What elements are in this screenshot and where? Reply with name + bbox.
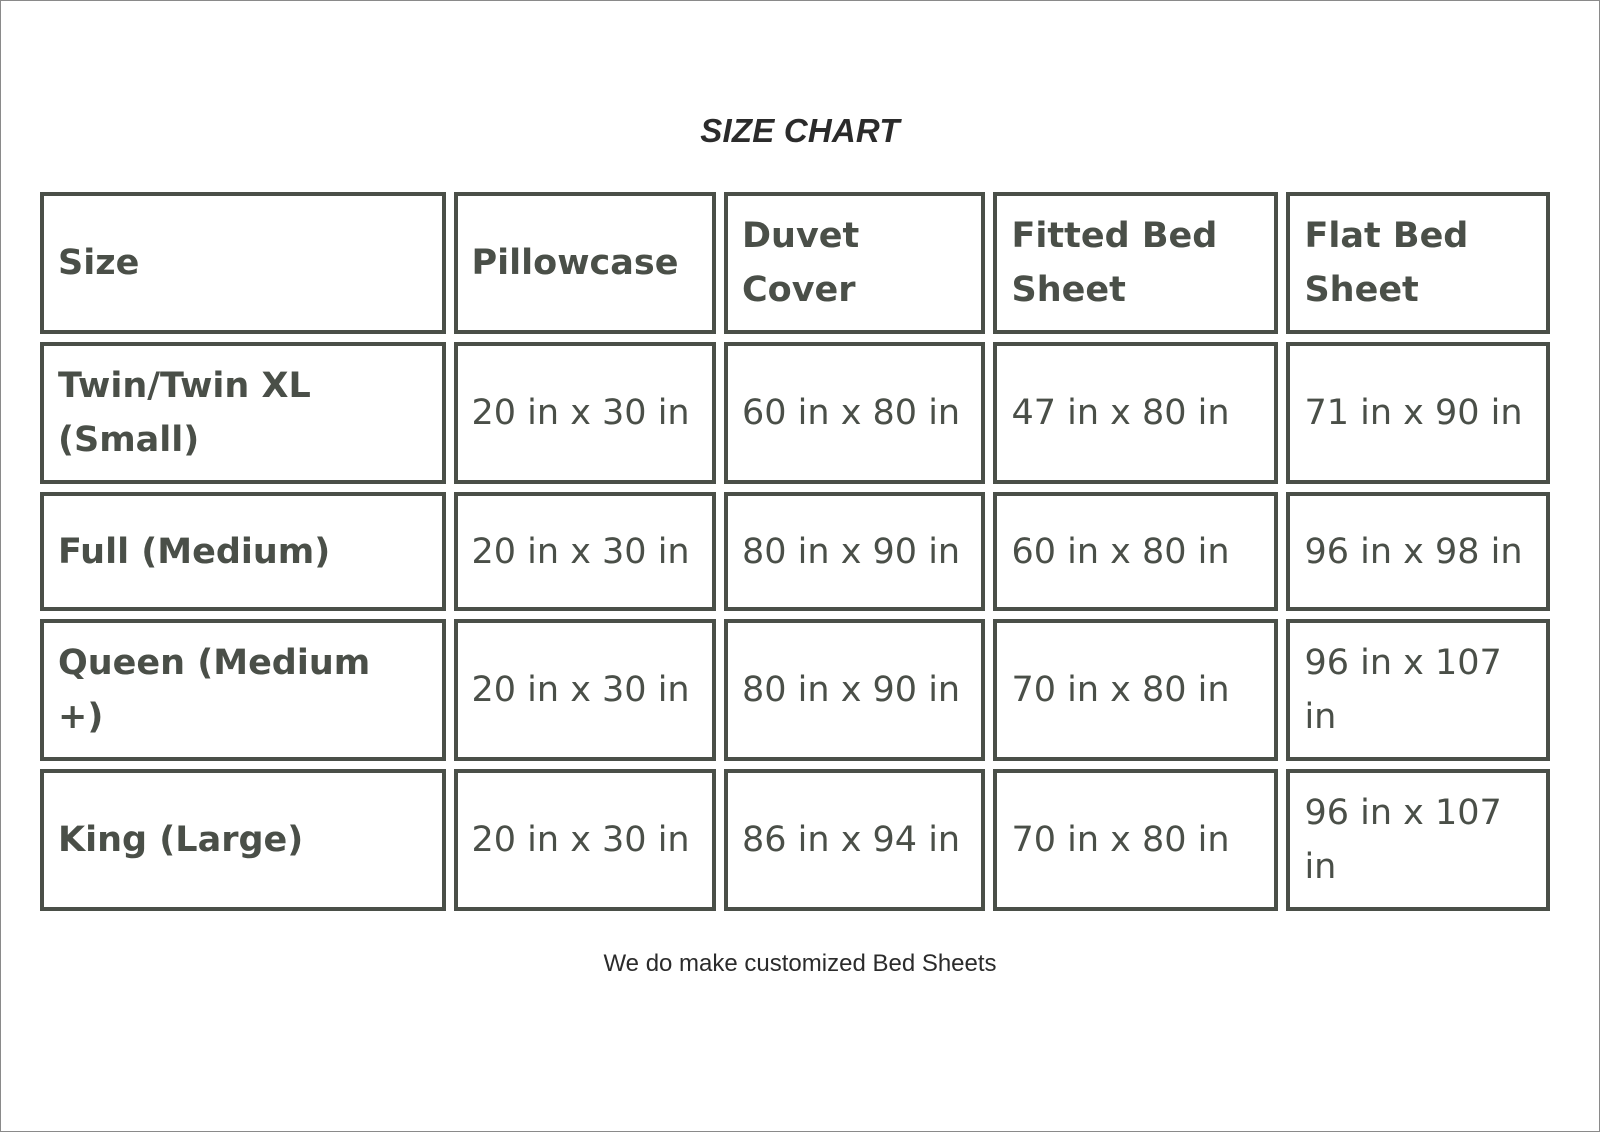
header-pillowcase: Pillowcase <box>454 192 717 334</box>
size-cell: Twin/Twin XL (Small) <box>40 342 446 484</box>
size-chart-table <box>32 184 1558 919</box>
fitted-sheet-cell: 60 in x 80 in <box>993 492 1278 611</box>
header-flat-bed-sheet: Flat Bed Sheet <box>1286 192 1550 334</box>
flat-sheet-cell: 96 in x 107 in <box>1286 619 1550 761</box>
duvet-cover-cell: 86 in x 94 in <box>724 769 985 911</box>
footnote: We do make customized Bed Sheets <box>603 950 997 977</box>
header-duvet-cover: Duvet Cover <box>724 192 985 334</box>
table-header-row <box>40 192 1550 334</box>
duvet-cover-cell: 80 in x 90 in <box>724 619 985 761</box>
size-cell: Full (Medium) <box>40 492 446 611</box>
page-title: SIZE CHART <box>700 112 900 149</box>
fitted-sheet-cell: 47 in x 80 in <box>993 342 1278 484</box>
flat-sheet-cell: 71 in x 90 in <box>1286 342 1550 484</box>
table-row <box>40 619 1550 761</box>
table-row <box>40 492 1550 611</box>
fitted-sheet-cell: 70 in x 80 in <box>993 619 1278 761</box>
table-row <box>40 769 1550 911</box>
flat-sheet-cell: 96 in x 107 in <box>1286 769 1550 911</box>
duvet-cover-cell: 80 in x 90 in <box>724 492 985 611</box>
fitted-sheet-cell: 70 in x 80 in <box>993 769 1278 911</box>
pillowcase-cell: 20 in x 30 in <box>454 492 717 611</box>
pillowcase-cell: 20 in x 30 in <box>454 619 717 761</box>
pillowcase-cell: 20 in x 30 in <box>454 769 717 911</box>
table-row <box>40 342 1550 484</box>
header-size: Size <box>40 192 446 334</box>
size-cell: King (Large) <box>40 769 446 911</box>
size-cell: Queen (Medium +) <box>40 619 446 761</box>
header-fitted-bed-sheet: Fitted Bed Sheet <box>993 192 1278 334</box>
flat-sheet-cell: 96 in x 98 in <box>1286 492 1550 611</box>
duvet-cover-cell: 60 in x 80 in <box>724 342 985 484</box>
pillowcase-cell: 20 in x 30 in <box>454 342 717 484</box>
